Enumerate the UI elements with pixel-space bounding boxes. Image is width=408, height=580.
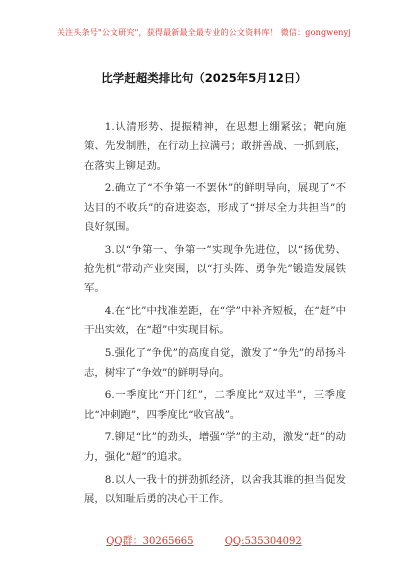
footer-qq: QQ:535304092 bbox=[224, 536, 302, 547]
paragraph-5: 5.强化了“争优”的高度自觉，激发了“争先”的昂扬斗志，树牢了“争效”的鲜明导向。 bbox=[84, 347, 346, 379]
document-title: 比学赶超类排比句（2025年5月12日） bbox=[101, 71, 307, 85]
paragraph-2: 2.确立了“不争第一不罢休”的鲜明导向，展现了“不达目的不收兵”的奋进姿态，形成了“拼尽全力共担当”的良好氛围。 bbox=[84, 182, 346, 233]
paragraph-3: 3.以“争第一、争第一”实现争先进位，以“扬优势、抢先机”带动产业突围，以“打头阵、勇争先”锻造发展铁军。 bbox=[84, 243, 346, 295]
paragraph-1: 1.认清形势、提振精神，在思想上绷紧弦；靶向施策、先发制胜，在行动上拉满弓；敢拼善战、一抓到底，在落实上铆足劲。 bbox=[84, 121, 346, 172]
paragraph-4: 4.在“比”中找准差距，在“学”中补齐短板，在“赶”中干出实效，在“超”中实现目标。 bbox=[84, 305, 346, 337]
footer-contact bbox=[0, 532, 408, 550]
paragraph-8: 8.以人一我十的拼劲抓经济，以舍我其谁的担当促发展，以知耻后勇的决心干工作。 bbox=[84, 473, 346, 505]
paragraph-6: 6.一季度比“开门红”，二季度比“双过半”，三季度比“冲刺跑”，四季度比“收官战”。 bbox=[84, 389, 346, 421]
paragraph-list bbox=[84, 118, 346, 513]
paragraph-7: 7.铆足“比”的劲头，增强“学”的主动，激发“赶”的动力，强化“超”的追求。 bbox=[84, 431, 346, 463]
header-promo-note: 关注头条号"公文研究"，获得最新最全最专业的公文资料库！ 微信：gongwenyj bbox=[56, 28, 352, 37]
footer-qq-group: QQ群：30265665 bbox=[106, 536, 194, 547]
